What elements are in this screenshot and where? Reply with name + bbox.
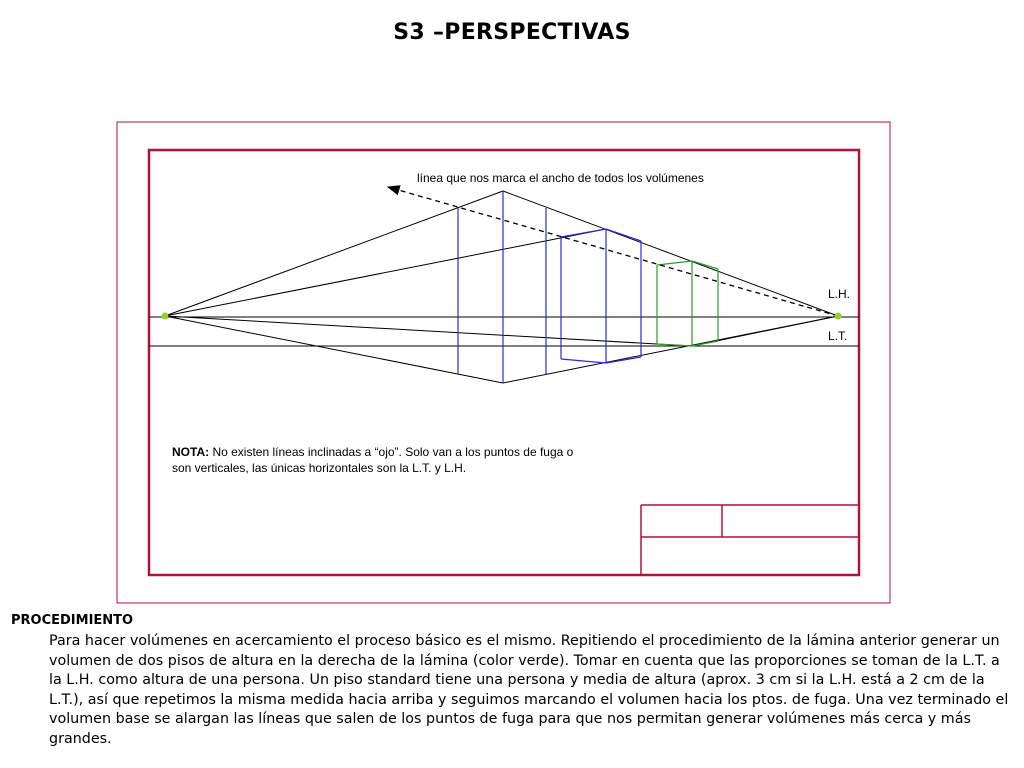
width-line-label: línea que nos marca el ancho de todos los volúmenes xyxy=(417,171,704,185)
procedure-text: Para hacer volúmenes en acercamiento el proceso básico es el mismo. Repitiendo el procedimiento de la lámina anterior generar un volumen de dos pisos de altura en la derecha de la lámina (color verde). Tomar en cuenta que las proporciones se toman de la L.T. a la L.H. como altura de una persona. Un piso standard tiene una persona y media de altura (aprox. 3 cm si la L.H. está a 2 cm de la L.T.), así que repetimos la misma medida hacia arriba y seguimos marcando el volumen hacia los ptos. de fuga. Una vez terminado el volumen base se alargan las líneas que salen de los puntos de fuga para que nos permitan generar volúmenes más cerca y más grandes. xyxy=(49,633,1009,747)
note-text: No existen líneas inclinadas a “ojo”. Solo van a los puntos de fuga o son verticales, las únicas horizontales son la L.T. y L.H. xyxy=(172,445,574,475)
green-volume xyxy=(657,261,718,346)
note-block xyxy=(172,444,582,476)
vanishing-point-left xyxy=(162,313,169,320)
construction-lines xyxy=(165,191,838,383)
ground-line-label: L.T. xyxy=(828,329,848,343)
page-title: S3 –PERSPECTIVAS xyxy=(393,20,631,45)
inner-frame xyxy=(149,150,859,575)
width-reference-arrow xyxy=(388,187,838,316)
note-label: NOTA: xyxy=(172,445,210,459)
vanishing-point-right xyxy=(835,313,842,320)
horizon-line-label: L.H. xyxy=(828,287,851,301)
blue-volume xyxy=(458,191,641,383)
title-block xyxy=(641,505,859,575)
procedure-heading: PROCEDIMIENTO xyxy=(11,613,134,628)
